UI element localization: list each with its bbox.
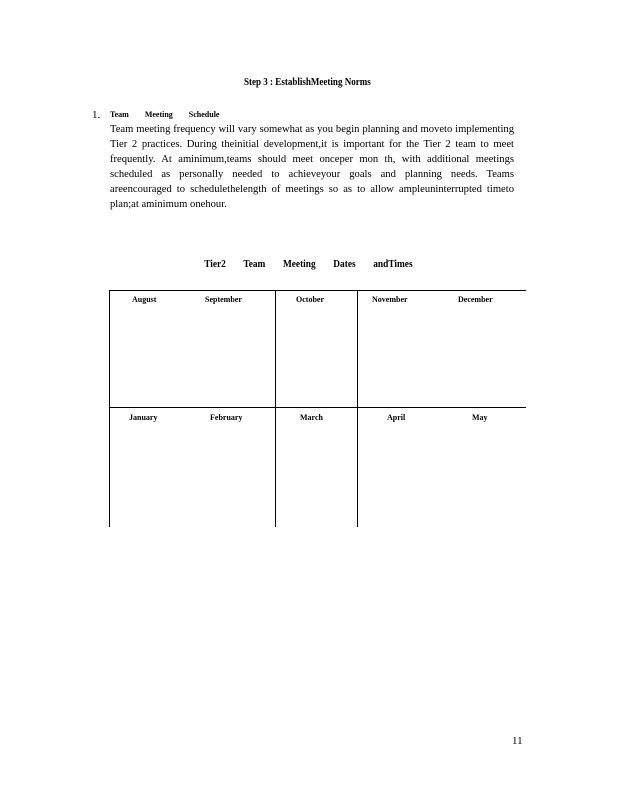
month-cell: August bbox=[132, 295, 157, 304]
list-item-number: 1. bbox=[92, 109, 101, 121]
table-top-border bbox=[109, 290, 526, 291]
month-cell: May bbox=[472, 413, 488, 422]
list-item-title: Team Meeting Schedule bbox=[110, 110, 220, 119]
list-item-paragraph: Team meeting frequency will vary somewhat as you begin planning and moveto implementing Tier 2 practices. During theinitial development,it is important for the Tier 2 team to meet frequently. At aminimum,teams should meet onceper mon th, with additional meetings scheduled as personally needed to achieveyour goals and planning needs. Teams areencouraged to schedulethelength of meetings so as to allow ampleuninterrupted timeto plan;at aminimum onehour. bbox=[110, 124, 514, 211]
month-cell: March bbox=[300, 413, 323, 422]
month-cell: January bbox=[129, 413, 158, 422]
table-column-divider bbox=[275, 290, 276, 527]
page-number: 11 bbox=[512, 735, 523, 747]
table-title: Tier2 Team Meeting Dates andTimes bbox=[204, 258, 413, 270]
month-cell: September bbox=[205, 295, 242, 304]
month-cell: February bbox=[210, 413, 243, 422]
table-column-divider bbox=[357, 290, 358, 527]
meeting-dates-table bbox=[109, 290, 526, 527]
month-cell: April bbox=[387, 413, 406, 422]
month-cell: December bbox=[458, 295, 493, 304]
month-cell: October bbox=[296, 295, 324, 304]
section-heading: Step 3 : EstablishMeeting Norms bbox=[243, 76, 371, 88]
table-left-border bbox=[109, 290, 110, 527]
table-row-divider bbox=[109, 407, 526, 408]
month-cell: November bbox=[372, 295, 408, 304]
